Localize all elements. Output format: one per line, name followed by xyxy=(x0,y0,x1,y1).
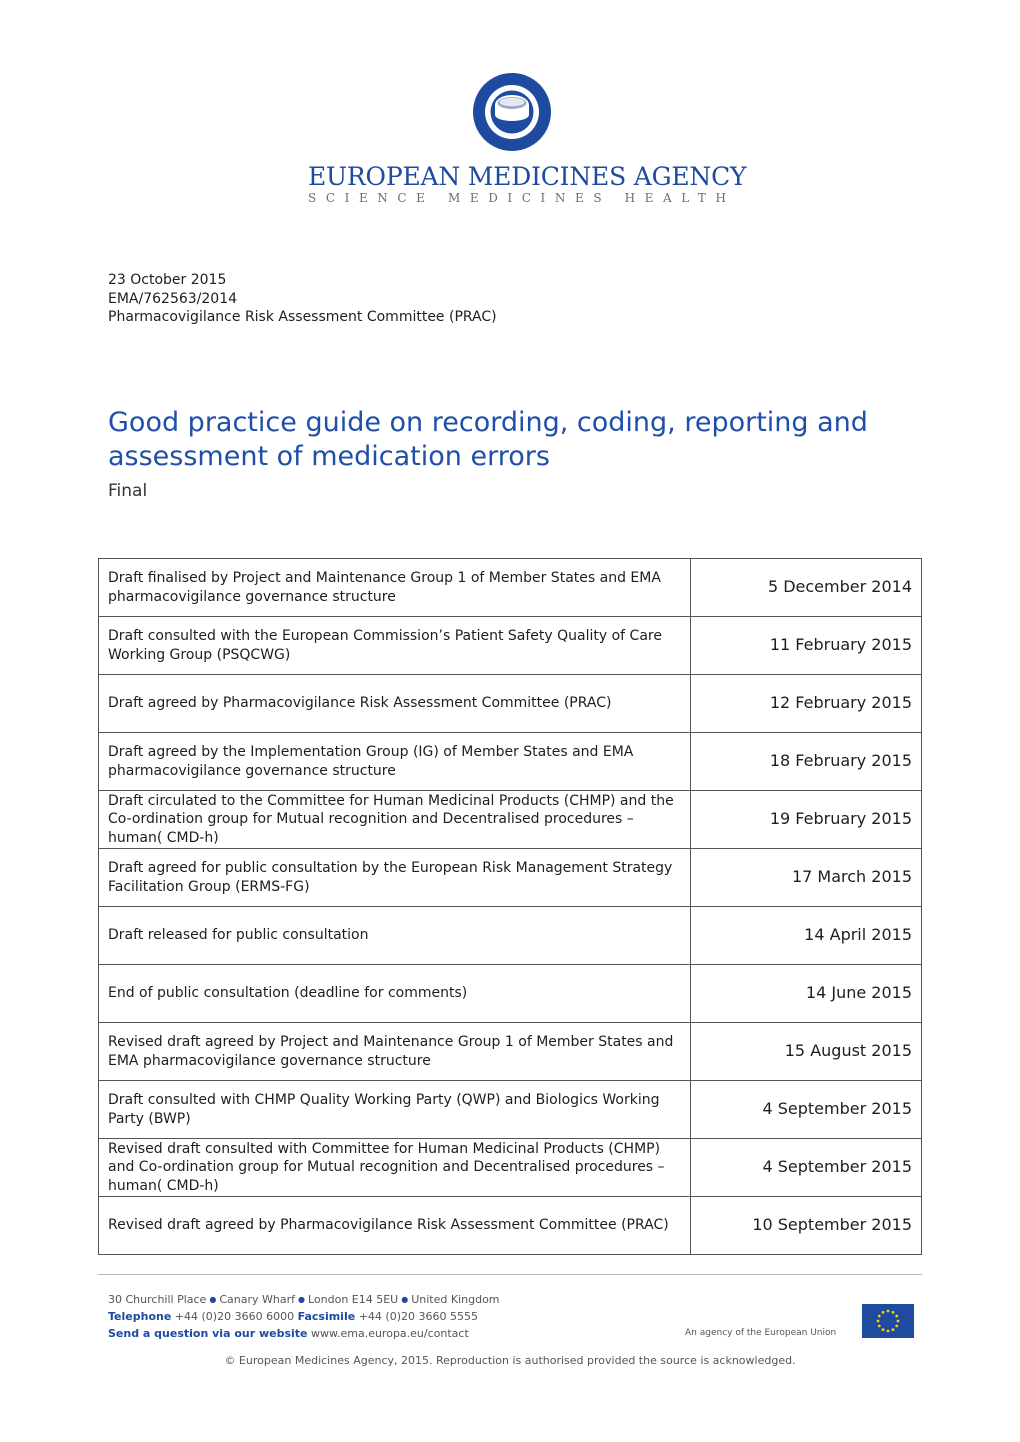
copyright-notice: © European Medicines Agency, 2015. Reproduction is authorised provided the source is acknowledged. xyxy=(224,1354,796,1367)
address-street: 30 Churchill Place xyxy=(108,1293,207,1306)
history-description: Draft circulated to the Committee for Human Medicinal Products (CHMP) and the Co-ordination group for Mutual recognition and Decentralised procedures – human( CMD-h) xyxy=(99,791,691,849)
table-row xyxy=(99,675,922,733)
document-history-table xyxy=(98,558,922,1255)
telephone-label: Telephone xyxy=(108,1310,172,1323)
history-date: 5 December 2014 xyxy=(690,559,921,617)
history-date: 11 February 2015 xyxy=(690,617,921,675)
history-date: 12 February 2015 xyxy=(690,675,921,733)
table-row xyxy=(99,559,922,617)
eu-caption: An agency of the European Union xyxy=(685,1328,837,1338)
table-row xyxy=(99,1139,922,1197)
history-date: 15 August 2015 xyxy=(690,1023,921,1081)
table-row xyxy=(99,907,922,965)
agency-tagline: SCIENCE MEDICINES HEALTH xyxy=(308,191,736,205)
facsimile-number: +44 (0)20 3660 5555 xyxy=(358,1310,478,1323)
history-date: 14 April 2015 xyxy=(690,907,921,965)
bullet-icon: ● xyxy=(401,1295,409,1304)
document-status: Final xyxy=(108,481,148,501)
ema-emblem-icon xyxy=(472,72,552,152)
address-city: London E14 5EU xyxy=(307,1293,399,1306)
eu-flag-icon xyxy=(862,1304,914,1338)
document-reference: EMA/762563/2014 xyxy=(108,290,238,307)
committee-name: Pharmacovigilance Risk Assessment Committee (PRAC) xyxy=(108,309,497,325)
footer-divider xyxy=(98,1274,922,1275)
table-row xyxy=(99,1023,922,1081)
facsimile-label: Facsimile xyxy=(297,1310,356,1323)
document-title: Good practice guide on recording, coding, reporting and assessment of medication errors xyxy=(108,407,868,472)
table-row xyxy=(99,733,922,791)
table-row xyxy=(99,617,922,675)
document-date: 23 October 2015 xyxy=(108,272,227,288)
history-description: Draft consulted with the European Commission’s Patient Safety Quality of Care Working Group (PSQCWG) xyxy=(99,617,691,675)
table-row xyxy=(99,791,922,849)
table-row xyxy=(99,849,922,907)
footer-address xyxy=(108,1291,500,1342)
document-meta xyxy=(108,271,497,327)
telephone-number: +44 (0)20 3660 6000 xyxy=(174,1310,295,1323)
history-description: Draft agreed by the Implementation Group (IG) of Member States and EMA pharmacovigilance governance structure xyxy=(99,733,691,791)
history-date: 17 March 2015 xyxy=(690,849,921,907)
history-date: 19 February 2015 xyxy=(690,791,921,849)
history-description: Revised draft consulted with Committee for Human Medicinal Products (CHMP) and Co-ordination group for Mutual recognition and Decentralised procedures – human( CMD-h) xyxy=(99,1139,691,1197)
bullet-icon: ● xyxy=(297,1295,305,1304)
history-date: 4 September 2015 xyxy=(690,1139,921,1197)
history-description: Revised draft agreed by Project and Maintenance Group 1 of Member States and EMA pharmacovigilance governance structure xyxy=(99,1023,691,1081)
address-country: United Kingdom xyxy=(411,1293,500,1306)
history-description: Draft finalised by Project and Maintenance Group 1 of Member States and EMA pharmacovigilance governance structure xyxy=(99,559,691,617)
table-row xyxy=(99,1197,922,1255)
table-row xyxy=(99,965,922,1023)
history-date: 14 June 2015 xyxy=(690,965,921,1023)
history-date: 10 September 2015 xyxy=(690,1197,921,1255)
address-area: Canary Wharf xyxy=(219,1293,295,1306)
agency-name: EUROPEAN MEDICINES AGENCY xyxy=(308,162,747,191)
history-description: Draft consulted with CHMP Quality Working Party (QWP) and Biologics Working Party (BWP) xyxy=(99,1081,691,1139)
history-description: Draft agreed by Pharmacovigilance Risk Assessment Committee (PRAC) xyxy=(99,675,691,733)
history-date: 18 February 2015 xyxy=(690,733,921,791)
agency-logo xyxy=(0,70,1020,220)
history-description: Draft released for public consultation xyxy=(99,907,691,965)
question-label: Send a question via our website xyxy=(108,1327,308,1340)
history-description: Draft agreed for public consultation by the European Risk Management Strategy Facilitation Group (ERMS-FG) xyxy=(99,849,691,907)
bullet-icon: ● xyxy=(209,1295,217,1304)
history-description: End of public consultation (deadline for comments) xyxy=(99,965,691,1023)
website-link[interactable]: www.ema.europa.eu/contact xyxy=(311,1327,469,1340)
history-date: 4 September 2015 xyxy=(690,1081,921,1139)
history-description: Revised draft agreed by Pharmacovigilance Risk Assessment Committee (PRAC) xyxy=(99,1197,691,1255)
table-row xyxy=(99,1081,922,1139)
